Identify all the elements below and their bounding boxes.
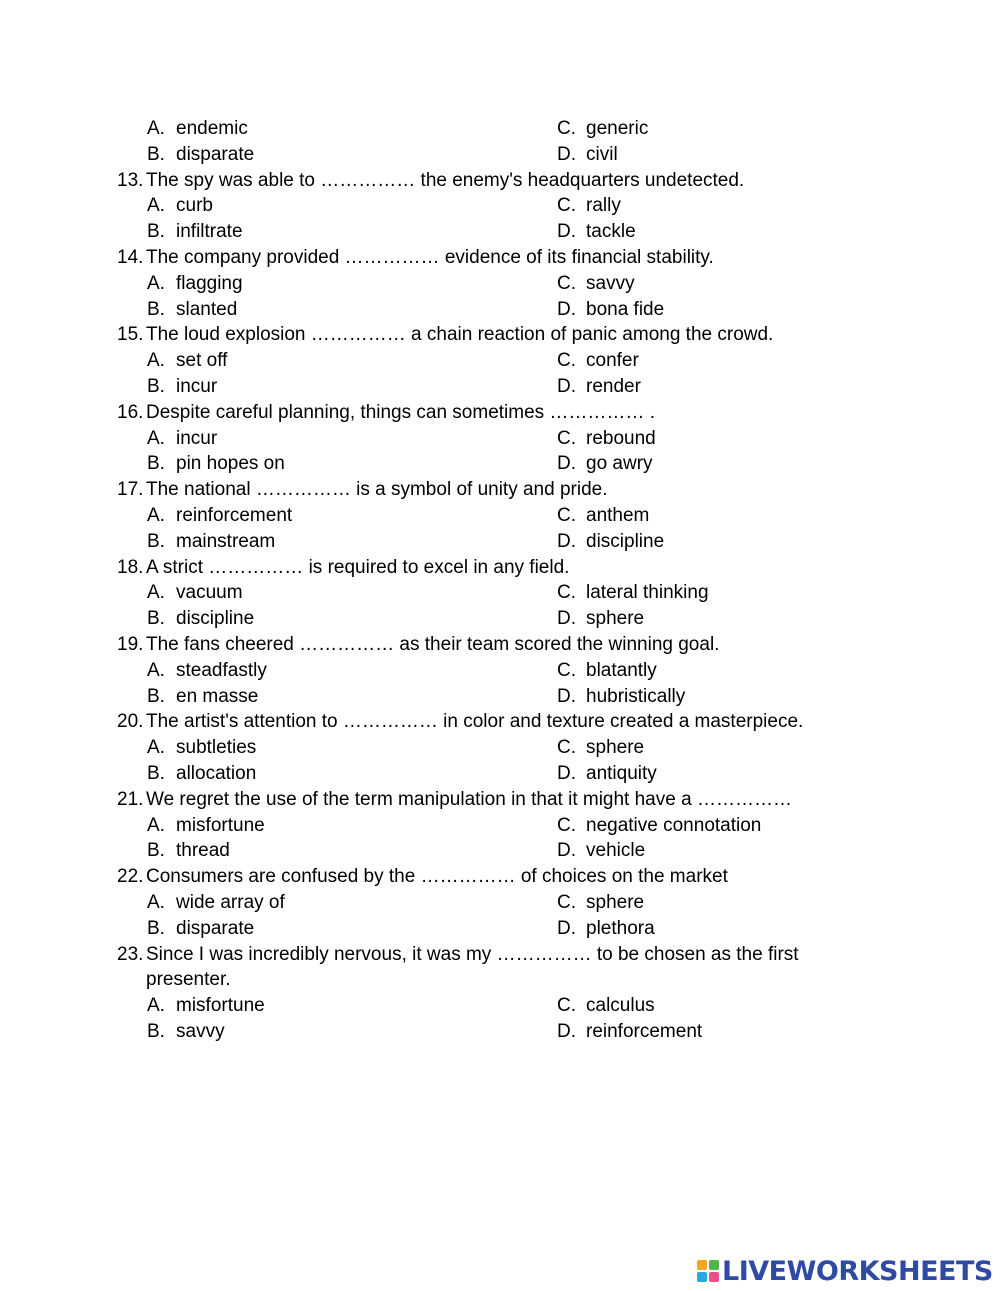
question-line: [0, 322, 1000, 348]
question-number: 15.: [117, 324, 144, 346]
options-row: [0, 916, 1000, 942]
question-line: [0, 787, 1000, 813]
options-row: [0, 503, 1000, 529]
options-row: [0, 580, 1000, 606]
option-letter: C.: [557, 891, 576, 913]
question-text: A strict …………… is required to excel in any field.: [146, 556, 570, 578]
question-line: [0, 942, 1000, 968]
options-row: [0, 219, 1000, 245]
option-letter: C.: [557, 659, 576, 681]
option-letter: A.: [147, 272, 165, 294]
option-text: plethora: [586, 917, 655, 939]
question-line: [0, 555, 1000, 581]
question-line: [0, 245, 1000, 271]
option-letter: C.: [557, 814, 576, 836]
options-row: [0, 813, 1000, 839]
option-text: misfortune: [176, 814, 265, 836]
question-line: [0, 864, 1000, 890]
logo-square-2: [709, 1260, 719, 1270]
options-row: [0, 838, 1000, 864]
option-text: anthem: [586, 504, 650, 526]
question-text: Despite careful planning, things can sometimes …………… .: [146, 401, 655, 423]
option-text: sphere: [586, 891, 645, 913]
option-letter: C.: [557, 995, 576, 1017]
question-number: 20.: [117, 711, 144, 733]
option-text: sphere: [586, 737, 645, 759]
options-row: [0, 116, 1000, 142]
option-letter: A.: [147, 118, 165, 139]
option-text: bona fide: [586, 298, 665, 320]
question-number: 19.: [117, 633, 144, 655]
option-letter: C.: [557, 504, 576, 526]
option-text: sphere: [586, 608, 645, 630]
option-text: mainstream: [176, 530, 276, 552]
options-row: [0, 193, 1000, 219]
question-text: The artist's attention to …………… in color and texture created a masterpiece.: [146, 711, 804, 733]
question-number: 14.: [117, 246, 144, 268]
options-row: [0, 426, 1000, 452]
question-number: 18.: [117, 556, 144, 578]
question-line: [0, 168, 1000, 194]
option-text: negative connotation: [586, 814, 762, 836]
option-letter: D.: [557, 762, 576, 784]
options-row: [0, 142, 1000, 168]
option-letter: A.: [147, 195, 165, 217]
options-row: [0, 529, 1000, 555]
question-line: [0, 967, 1000, 993]
option-text: infiltrate: [176, 221, 243, 243]
question-text: Since I was incredibly nervous, it was my …………… to be chosen as the first: [146, 943, 799, 965]
option-letter: C.: [557, 272, 576, 294]
option-text: vehicle: [586, 840, 646, 862]
question-text: The national …………… is a symbol of unity and pride.: [146, 479, 608, 501]
option-letter: B.: [147, 298, 165, 320]
question-line: [0, 400, 1000, 426]
option-letter: A.: [147, 737, 165, 759]
option-letter: C.: [557, 582, 576, 604]
options-row: [0, 348, 1000, 374]
option-text: steadfastly: [176, 659, 267, 681]
option-text: curb: [176, 195, 213, 217]
option-text: savvy: [176, 1020, 225, 1042]
option-text: discipline: [176, 608, 255, 630]
option-text: misfortune: [176, 995, 265, 1017]
question-text: The fans cheered …………… as their team scored the winning goal.: [146, 633, 720, 655]
option-text: wide array of: [176, 891, 285, 913]
option-text: calculus: [586, 995, 655, 1017]
option-letter: B.: [147, 840, 165, 862]
option-text: rebound: [586, 427, 656, 449]
option-text: endemic: [176, 118, 248, 139]
option-letter: D.: [557, 917, 576, 939]
logo-text: LIVEWORKSHEETS: [722, 1255, 993, 1287]
option-letter: A.: [147, 891, 165, 913]
option-text: blatantly: [586, 659, 657, 681]
option-letter: B.: [147, 685, 165, 707]
option-letter: B.: [147, 453, 165, 475]
option-text: lateral thinking: [586, 582, 709, 604]
option-letter: C.: [557, 350, 576, 372]
options-row: [0, 606, 1000, 632]
question-number: 13.: [117, 169, 144, 191]
question-text: The loud explosion …………… a chain reaction of panic among the crowd.: [146, 324, 774, 346]
option-letter: D.: [557, 143, 576, 165]
option-letter: D.: [557, 375, 576, 397]
option-letter: A.: [147, 582, 165, 604]
options-row: [0, 297, 1000, 323]
option-letter: A.: [147, 350, 165, 372]
option-letter: B.: [147, 375, 165, 397]
option-letter: C.: [557, 427, 576, 449]
option-letter: B.: [147, 143, 165, 165]
question-text: We regret the use of the term manipulation in that it might have a ……………: [146, 788, 792, 810]
options-row: [0, 890, 1000, 916]
option-letter: D.: [557, 298, 576, 320]
option-letter: C.: [557, 118, 576, 139]
option-letter: A.: [147, 427, 165, 449]
option-letter: A.: [147, 814, 165, 836]
worksheet: [0, 116, 1000, 1045]
option-text: tackle: [586, 221, 636, 243]
option-text: disparate: [176, 917, 255, 939]
option-letter: A.: [147, 659, 165, 681]
option-text: disparate: [176, 143, 255, 165]
options-row: [0, 993, 1000, 1019]
option-text: render: [586, 375, 641, 397]
question-line: [0, 632, 1000, 658]
options-row: [0, 374, 1000, 400]
option-letter: D.: [557, 453, 576, 475]
option-letter: C.: [557, 195, 576, 217]
option-letter: B.: [147, 917, 165, 939]
option-letter: B.: [147, 1020, 165, 1042]
option-text: confer: [586, 350, 639, 372]
option-text: allocation: [176, 762, 257, 784]
option-text: slanted: [176, 298, 238, 320]
option-text: civil: [586, 143, 618, 165]
options-row: [0, 271, 1000, 297]
option-text: hubristically: [586, 685, 686, 707]
option-text: pin hopes on: [176, 453, 285, 475]
logo-square-4: [709, 1272, 719, 1282]
option-letter: B.: [147, 530, 165, 552]
option-text: generic: [586, 118, 649, 139]
option-text: incur: [176, 427, 218, 449]
option-text: antiquity: [586, 762, 657, 784]
option-text: reinforcement: [176, 504, 293, 526]
option-text: thread: [176, 840, 230, 862]
option-letter: D.: [557, 608, 576, 630]
option-letter: C.: [557, 737, 576, 759]
option-letter: A.: [147, 995, 165, 1017]
question-line: [0, 709, 1000, 735]
options-row: [0, 1019, 1000, 1045]
options-row: [0, 658, 1000, 684]
options-row: [0, 451, 1000, 477]
option-text: discipline: [586, 530, 665, 552]
question-number: 16.: [117, 401, 144, 423]
option-text: set off: [176, 350, 228, 372]
question-text: presenter.: [146, 969, 231, 991]
option-letter: B.: [147, 608, 165, 630]
option-text: flagging: [176, 272, 243, 294]
option-text: incur: [176, 375, 218, 397]
question-number: 21.: [117, 788, 144, 810]
option-letter: B.: [147, 762, 165, 784]
option-letter: D.: [557, 221, 576, 243]
question-text: The spy was able to …………… the enemy's headquarters undetected.: [146, 169, 745, 191]
question-line: [0, 477, 1000, 503]
option-letter: D.: [557, 1020, 576, 1042]
option-letter: A.: [147, 504, 165, 526]
option-text: rally: [586, 195, 621, 217]
option-letter: D.: [557, 685, 576, 707]
option-text: savvy: [586, 272, 635, 294]
option-text: en masse: [176, 685, 259, 707]
logo-mark-icon: [697, 1260, 719, 1282]
question-number: 22.: [117, 866, 144, 888]
options-row: [0, 735, 1000, 761]
option-text: reinforcement: [586, 1020, 703, 1042]
logo-square-1: [697, 1260, 707, 1270]
option-letter: D.: [557, 530, 576, 552]
question-text: The company provided …………… evidence of its financial stability.: [146, 246, 714, 268]
option-letter: B.: [147, 221, 165, 243]
option-letter: D.: [557, 840, 576, 862]
question-number: 23.: [117, 943, 144, 965]
option-text: go awry: [586, 453, 653, 475]
options-row: [0, 761, 1000, 787]
question-number: 17.: [117, 479, 144, 501]
option-text: subtleties: [176, 737, 257, 759]
question-text: Consumers are confused by the …………… of choices on the market: [146, 866, 728, 888]
options-row: [0, 684, 1000, 710]
option-text: vacuum: [176, 582, 243, 604]
liveworksheets-logo: [697, 1254, 993, 1288]
logo-square-3: [697, 1272, 707, 1282]
